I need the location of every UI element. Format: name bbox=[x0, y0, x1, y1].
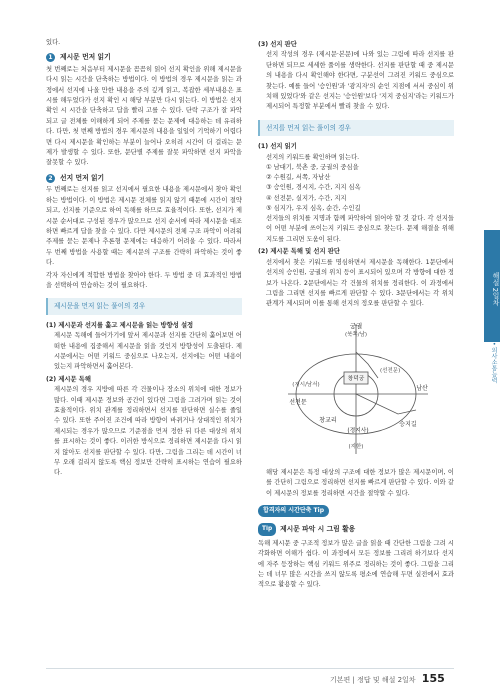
option-item: ③ 승인원, 경시지, 수간, 지지 심옥 bbox=[266, 184, 361, 192]
section-title: 제시문 먼저 읽기 bbox=[60, 53, 111, 62]
paragraph: 선지들의 위치를 지명과 함께 파악하여 읽어야 할 것 같다. 각 선지들이 어떤 부분에 쓰이는지 키워드 중심으로 찾는다. 문제 해결을 위해 지도를 그리면 도움이 된다. bbox=[266, 215, 454, 243]
left-column bbox=[46, 38, 242, 479]
section-heading bbox=[46, 52, 242, 62]
side-tab[interactable] bbox=[484, 230, 500, 342]
item-heading: (2) 제시문 독해 및 선지 판단 bbox=[258, 248, 340, 256]
paragraph: 선지 작성의 경우 (제시문·본문)에 나와 있는 그림에 따라 선지를 판단하면 되므로 세세한 풀이를 생략한다. 선지를 판단할 때 중 제시문의 내용을 다시 확인해야 한다면, 구분선이 그려진 키워드 중심으로 찾는다. 예를 들어 '승인원'과 '광지자'의 순인 지점에 서서 중심이 위치해 있었다'와 같은 선지는 '승인원'보다 '지지 중심지'라는 키워드가 제시되어 특정할 부분에서 빨리 찾을 수 있다. bbox=[266, 51, 454, 111]
diagram-label-mid: (선전문) bbox=[380, 367, 401, 374]
side-tab-label: • 의사소통능력 bbox=[490, 342, 497, 384]
map-diagram bbox=[258, 314, 454, 464]
tip-pill: Tip bbox=[258, 523, 276, 535]
tip-title: 제시문 파악 시 그림 활용 bbox=[280, 525, 356, 534]
diagram-label-center: 창덕궁 bbox=[347, 375, 365, 382]
paragraph: 첫 번째로는 처음부터 제시문을 꼼꼼히 읽어 선지 확인을 위해 제시문을 다시 읽는 시간을 단축하는 방법이다. 이 방법의 경우 제시문을 읽는 과정에서 선지에 나올 만한 내용을 주의 깊게 읽고, 복잡한 세부내용은 표시를 해두었다가 선지 확인 시 해당 부분만 다시 읽는다. 이 방법은 선지 확인 시 시간을 단축하고 답을 빨리 고를 수 있다. 단락 구조가 잘 파악되고 글 전체를 이해하게 되어 주제를 묻는 문제에 대응하는 데 유리하다. 다만, 첫 번째 방법의 경우 제시문의 내용을 일일이 기억하기 어렵다면 다시 제시문을 확인하는 부분이 늘어나 오히려 시간이 더 걸리는 문제가 발생할 수 있다. 또한, 문단별 주제를 잘못 파악하면 선지 파악을 잘못할 수 있다. bbox=[46, 65, 242, 167]
paragraph: 제시문 독해에 들어가기에 앞서 제시문과 선지를 간단히 훑어보면 어떠한 내용에 집중해서 제시문을 읽을 것인지 방향성이 도출된다. 제시문에서는 어떤 키워드 중심으로 나오는지, 선지에는 어떤 내용이 있는지 파악하면서 훑어본다. bbox=[54, 332, 242, 371]
diagram-label-bottom-sub: (지한) bbox=[348, 443, 364, 450]
item-heading: (2) 제시문 독해 bbox=[46, 375, 91, 383]
diagram-label-bottom-center: (경지사) bbox=[347, 427, 369, 434]
diagram-label-left: 선전문 bbox=[289, 398, 307, 406]
footer-divider bbox=[46, 668, 454, 669]
section-title: 선지 먼저 읽기 bbox=[60, 173, 105, 182]
option-list bbox=[258, 163, 454, 214]
option-item: ④ 선전문, 실지가, 수간, 지지 bbox=[266, 194, 347, 202]
paragraph: 각자 자신에게 적합한 방법을 찾아야 한다. 두 방법 중 더 효과적인 방법을 선택하여 연습하는 것이 필요하다. bbox=[46, 271, 242, 289]
paragraph: 해당 제시문은 특정 대상의 구조에 대한 정보가 많은 제시문이며, 이를 간단히 그림으로 정리하면 선지를 빠르게 판단할 수 있다. 이와 같이 제시문의 정보를 정리하면 시간을 절약할 수 있다. bbox=[266, 468, 454, 497]
diagram-label-left-sub: (지시/남서) bbox=[292, 381, 320, 388]
paragraph: 선지에서 찾은 키워드를 명심하면서 제시문을 독해한다. 1문단에서 선지의 승인원, 궁궐의 위치 등이 표시되어 있으며 각 방향에 대한 정보가 나온다. 2문단에서는 각 건물의 위치를 정리한다. 이 과정에서 그림을 그리면 선지를 빠르게 판단할 수 있다. 3문단에서는 각 위치 관계가 제시되며 이를 통해 선지의 정오를 판단할 수 있다. bbox=[266, 258, 454, 308]
footer-text: 기본편 | 정답 및 해설 2일차 bbox=[330, 676, 416, 684]
side-tab-part: 2일차 bbox=[491, 287, 499, 306]
tip-heading bbox=[258, 523, 454, 535]
option-item: ① 남대기, 북촌 중, 궁궐의 중심을 bbox=[266, 164, 359, 172]
paragraph: 선지의 키워드를 확인하며 읽는다. bbox=[266, 153, 360, 161]
diagram-label-bottom-left: 창교리 bbox=[319, 416, 337, 424]
page-footer bbox=[330, 672, 445, 685]
box-heading: 선지를 먼저 읽는 풀이의 경우 bbox=[258, 120, 454, 136]
connector-line bbox=[356, 394, 416, 414]
map-diagram-svg bbox=[258, 314, 454, 464]
paragraph: 제시문의 경우 지방에 따른 각 건물이나 장소의 위치에 대한 정보가 많다. 이때 제시문 정보와 공간이 있다면 그림을 그려가며 읽는 것이 효율적이다. 위치 관계를 정리하면서 선지를 판단하면 실수를 줄일 수 있다. 또한 주어진 조건에 따라 방향이 바뀌거나 상대적인 위치가 제시되는 경우가 많으므로 기준점을 먼저 정한 뒤 다른 대상의 위치를 표시하는 것이 좋다. 이러한 방식으로 정리하면 제시문을 다시 읽지 않아도 선지를 판단할 수 있다. 다만, 그림을 그리는 데 시간이 너무 오래 걸리지 않도록 핵심 정보만 간략히 표시하는 연습이 필요하다. bbox=[54, 386, 242, 477]
item-heading: (1) 제시문과 선지를 훑고 제시문을 읽는 방향성 설정 bbox=[46, 321, 194, 329]
section-heading bbox=[46, 173, 242, 183]
box-heading: 제시문을 먼저 읽는 풀이의 경우 bbox=[46, 298, 242, 314]
diagram-label-top: 궁궐 bbox=[349, 321, 363, 330]
diagram-label-right: 남산 bbox=[416, 384, 428, 392]
tip-paragraph: 독해 제시문 중 구조적 정보가 많은 글을 읽을 때 간단한 그림을 그려 시각화하면 이해가 쉽다. 이 과정에서 모든 정보를 그리려 하기보다 선지에 자주 등장하는 핵심 키워드 위주로 정리하는 것이 좋다. 그림을 그리는 데 너무 많은 시간을 쓰지 않도록 평소에 연습해 두면 실전에서 효과적으로 활용할 수 있다. bbox=[258, 539, 454, 589]
tip-badge: 합격자의 시간단축 Tip bbox=[258, 505, 329, 517]
diagram-label-bottom-right: 승지길 bbox=[399, 420, 417, 428]
item-heading: (3) 선지 판단 bbox=[258, 41, 297, 48]
right-column bbox=[258, 38, 454, 591]
section-number: 1 bbox=[46, 53, 55, 62]
option-item: ② 수원길, 서쪽, 자남산 bbox=[266, 174, 331, 182]
diagram-label-top-sub: (북쪽/남) bbox=[344, 331, 368, 338]
page-number: 155 bbox=[421, 672, 445, 685]
option-item: ⑤ 심지가, 우지 심옥, 순간, 수인길 bbox=[266, 204, 361, 212]
intro-text: 있다. bbox=[46, 39, 61, 46]
side-tab-section: 해설 bbox=[491, 272, 499, 286]
section-number: 2 bbox=[46, 174, 55, 183]
paragraph: 두 번째로는 선지를 읽고 선지에서 필요한 내용을 제시문에서 찾아 확인하는 방법이다. 이 방법은 제시문 전체를 읽지 않기 때문에 시간이 절약되고, 선지를 기준으로 하여 독해를 하므로 효율적이다. 또한, 선지가 제시문 순서대로 구성된 경우가 많으므로 선지 순서에 따라 제시문을 대조하면 빠르게 답을 찾을 수 있다. 다만 제시문의 전체 구조 파악이 어려워 주제를 묻는 문제나 추론형 문제에는 대응하기 어려울 수 있다. 따라서 두 번째 방법을 사용할 때는 제시문의 구조를 간략히 파악하는 것이 좋다. bbox=[46, 186, 242, 267]
item-heading: (1) 선지 읽기 bbox=[258, 143, 297, 151]
